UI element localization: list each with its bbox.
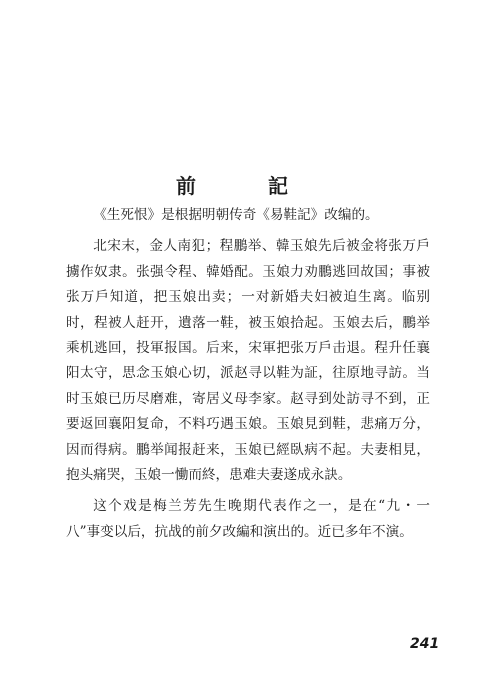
page-number: 241 <box>410 636 440 652</box>
preface-body <box>66 203 430 545</box>
page-title: 前 記 <box>176 174 314 198</box>
paragraph-history: 这个戏是梅兰芳先生晚期代表作之一，是在“九・一八”事变以后，抗战的前夕改編和演出的。近已多年不演。 <box>66 498 430 540</box>
paragraph-synopsis: 北宋末，金人南犯；程鵬举、韓玉娘先后被金将张万戶擄作奴隶。张强令程、韓婚配。玉娘力劝鵬逃回故国；事被张万戶知道，把玉娘出卖；一对新婚夫妇被迫生离。临别时，程被人赶开，遺落一鞋，被玉娘拾起。玉娘去后，鵬举乘机逃回，投軍报国。后来，宋軍把张万戶击退。程升任襄阳太守，思念玉娘心切，派赵寻以鞋为証，往原地寻訪。当时玉娘已历尽磨难，寄居义母李家。赵寻到处訪寻不到，正要返回襄阳复命，不料巧遇玉娘。玉娘見到鞋，悲痛万分，因而得病。鵬举闻报赶来，玉娘已經臥病不起。夫妻相見，抱头痛哭，玉娘一慟而終，患难夫妻遂成永訣。 <box>66 238 430 484</box>
paragraph-intro: 《生死恨》是根据明朝传奇《易鞋記》改编的。 <box>93 207 379 223</box>
